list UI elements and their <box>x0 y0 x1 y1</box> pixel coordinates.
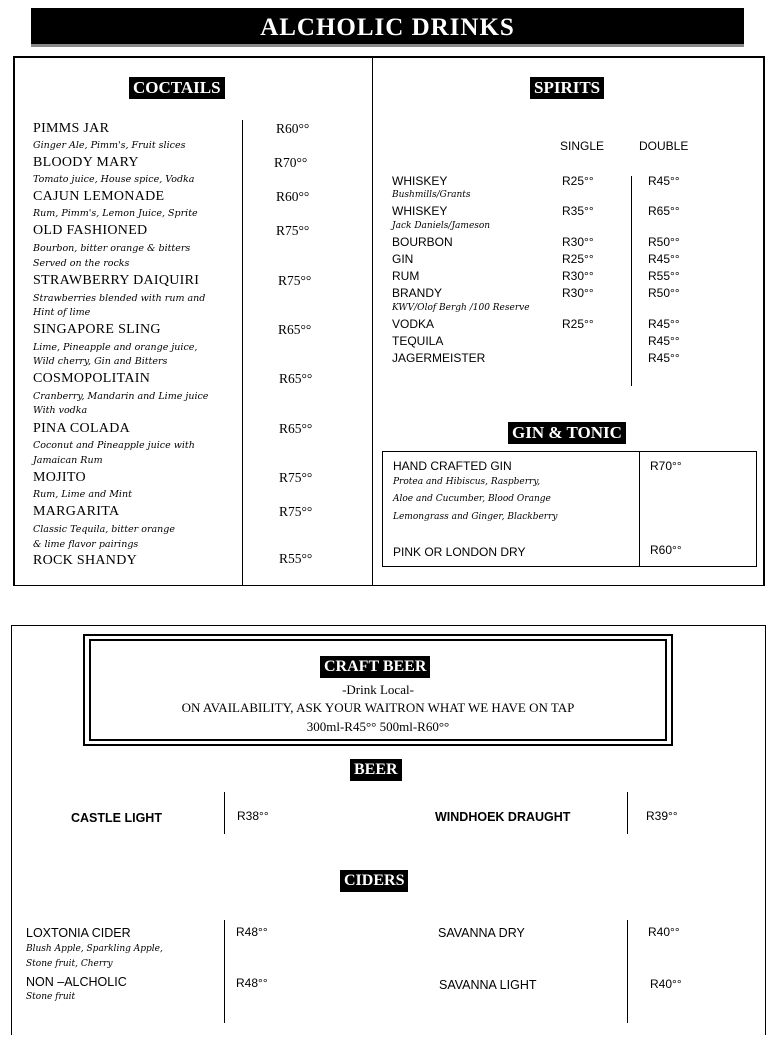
cocktail-price: R55°° <box>279 551 313 566</box>
gin-price: R70°° <box>650 459 682 473</box>
spirit-name: BOURBON <box>392 235 453 249</box>
gin-flavour: Lemongrass and Ginger, Blackberry <box>393 512 558 522</box>
spirit-name: RUM <box>392 269 420 283</box>
cider-desc: Stone fruit <box>26 992 76 1002</box>
cocktail-desc: Strawberries blended with rum and <box>33 293 206 304</box>
spirit-name: VODKA <box>392 317 435 331</box>
cocktail-desc: Coconut and Pineapple juice with <box>33 440 195 451</box>
cocktail-price: R75°° <box>279 504 313 519</box>
cider-divider <box>627 920 628 1023</box>
craft-beer-header: CRAFT BEER <box>320 656 430 678</box>
cocktail-desc: & lime flavor pairings <box>33 539 139 550</box>
column-divider <box>372 56 373 586</box>
cocktail-desc: With vodka <box>33 405 88 416</box>
gin-tonic-divider <box>639 451 640 567</box>
spirit-double-price: R45°° <box>648 252 680 266</box>
cocktail-name: CAJUN LEMONADE <box>33 189 165 204</box>
cocktail-name: OLD FASHIONED <box>33 223 148 238</box>
cocktail-name: STRAWBERRY DAIQUIRI <box>33 273 200 288</box>
gin-flavour: Aloe and Cucumber, Blood Orange <box>393 494 551 504</box>
cocktail-price: R65°° <box>279 371 313 386</box>
cocktail-price: R60°° <box>276 189 310 204</box>
cider-name: LOXTONIA CIDER <box>26 926 131 940</box>
craft-beer-sizes: 300ml-R45°° 500ml-R60°° <box>306 719 450 734</box>
cocktail-desc: Ginger Ale, Pimm's, Fruit slices <box>33 140 186 151</box>
gin-name: PINK OR LONDON DRY <box>393 545 526 559</box>
craft-beer-tagline: -Drink Local- <box>342 682 414 697</box>
spirit-sub: Bushmills/Grants <box>392 190 471 200</box>
gin-price: R60°° <box>650 543 682 557</box>
gin-name: HAND CRAFTED GIN <box>393 459 512 473</box>
spirit-double-price: R65°° <box>648 204 680 218</box>
cider-desc: Stone fruit, Cherry <box>26 959 113 969</box>
cider-divider <box>224 920 225 1023</box>
spirits-divider <box>631 176 632 386</box>
cider-name: SAVANNA LIGHT <box>439 978 537 992</box>
cider-name: SAVANNA DRY <box>438 926 525 940</box>
cider-desc: Blush Apple, Sparkling Apple, <box>26 944 163 954</box>
spirit-sub: KWV/Olof Bergh /100 Reserve <box>392 303 530 313</box>
beer-divider <box>627 792 628 834</box>
cocktails-header: COCTAILS <box>129 77 225 99</box>
cocktail-price: R60°° <box>276 121 310 136</box>
cocktail-desc: Tomato juice, House spice, Vodka <box>33 174 195 185</box>
cocktail-price: R65°° <box>279 421 313 436</box>
spirit-single-price: R35°° <box>562 204 594 218</box>
spirit-single-price: R25°° <box>562 174 594 188</box>
spirit-double-price: R45°° <box>648 351 680 365</box>
cocktail-name: MARGARITA <box>33 504 120 519</box>
cider-name: NON –ALCHOLIC <box>26 975 127 989</box>
cocktail-desc: Wild cherry, Gin and Bitters <box>33 356 168 367</box>
cocktail-name: PINA COLADA <box>33 421 131 436</box>
cocktail-desc: Lime, Pineapple and orange juice, <box>33 342 198 353</box>
cider-price: R48°° <box>236 976 268 990</box>
spirit-single-price: R30°° <box>562 286 594 300</box>
spirit-name: TEQUILA <box>392 334 444 348</box>
cocktail-desc: Bourbon, bitter orange & bitters <box>33 243 191 254</box>
spirit-single-price: R25°° <box>562 252 594 266</box>
cocktail-price: R75°° <box>278 273 312 288</box>
spirit-name: JAGERMEISTER <box>392 351 486 365</box>
gin-tonic-header: GIN & TONIC <box>508 422 626 444</box>
spirit-name: BRANDY <box>392 286 443 300</box>
spirit-name: WHISKEY <box>392 174 448 188</box>
page-title: ALCHOLIC DRINKS <box>260 14 515 41</box>
beer-name: CASTLE LIGHT <box>71 811 162 825</box>
craft-beer-availability: ON AVAILABILITY, ASK YOUR WAITRON WHAT WE HAVE ON TAP <box>181 700 575 715</box>
cocktail-name: ROCK SHANDY <box>33 553 138 568</box>
beer-divider <box>224 792 225 834</box>
spirit-double-price: R55°° <box>648 269 680 283</box>
cocktail-price: R70°° <box>274 155 308 170</box>
cocktail-name: MOJITO <box>33 470 86 485</box>
single-column-header: SINGLE <box>560 139 605 153</box>
spirit-single-price: R25°° <box>562 317 594 331</box>
cocktail-name: PIMMS JAR <box>33 121 110 136</box>
spirit-double-price: R45°° <box>648 317 680 331</box>
cocktail-desc: Hint of lime <box>33 307 91 318</box>
beer-price: R38°° <box>237 809 269 823</box>
spirit-name: GIN <box>392 252 414 266</box>
gin-flavour: Protea and Hibiscus, Raspberry, <box>393 477 541 487</box>
spirit-double-price: R50°° <box>648 286 680 300</box>
beer-name: WINDHOEK DRAUGHT <box>435 810 571 824</box>
cocktail-price: R75°° <box>276 223 310 238</box>
spirit-double-price: R45°° <box>648 174 680 188</box>
cider-price: R40°° <box>648 925 680 939</box>
spirit-single-price: R30°° <box>562 269 594 283</box>
cocktail-name: SINGAPORE SLING <box>33 322 161 337</box>
cocktail-desc: Served on the rocks <box>33 258 130 269</box>
spirit-double-price: R50°° <box>648 235 680 249</box>
cocktail-desc: Rum, Pimm's, Lemon Juice, Sprite <box>33 208 198 219</box>
cocktail-desc: Classic Tequila, bitter orange <box>33 524 175 535</box>
cocktail-price-divider <box>242 120 243 586</box>
cocktail-desc: Rum, Lime and Mint <box>33 489 132 500</box>
spirit-sub: Jack Daniels/Jameson <box>392 221 491 231</box>
ciders-header: CIDERS <box>340 870 408 892</box>
beer-header: BEER <box>350 759 402 781</box>
cocktail-name: BLOODY MARY <box>33 155 139 170</box>
spirit-single-price: R30°° <box>562 235 594 249</box>
beer-price: R39°° <box>646 809 678 823</box>
cocktail-price: R65°° <box>278 322 312 337</box>
spirits-header: SPIRITS <box>530 77 604 99</box>
cocktail-desc: Jamaican Rum <box>33 455 103 466</box>
spirit-double-price: R45°° <box>648 334 680 348</box>
cocktail-price: R75°° <box>279 470 313 485</box>
spirit-name: WHISKEY <box>392 204 448 218</box>
cider-price: R48°° <box>236 925 268 939</box>
double-column-header: DOUBLE <box>639 139 689 153</box>
cider-price: R40°° <box>650 977 682 991</box>
cocktail-name: COSMOPOLITAIN <box>33 371 151 386</box>
cocktail-desc: Cranberry, Mandarin and Lime juice <box>33 391 209 402</box>
